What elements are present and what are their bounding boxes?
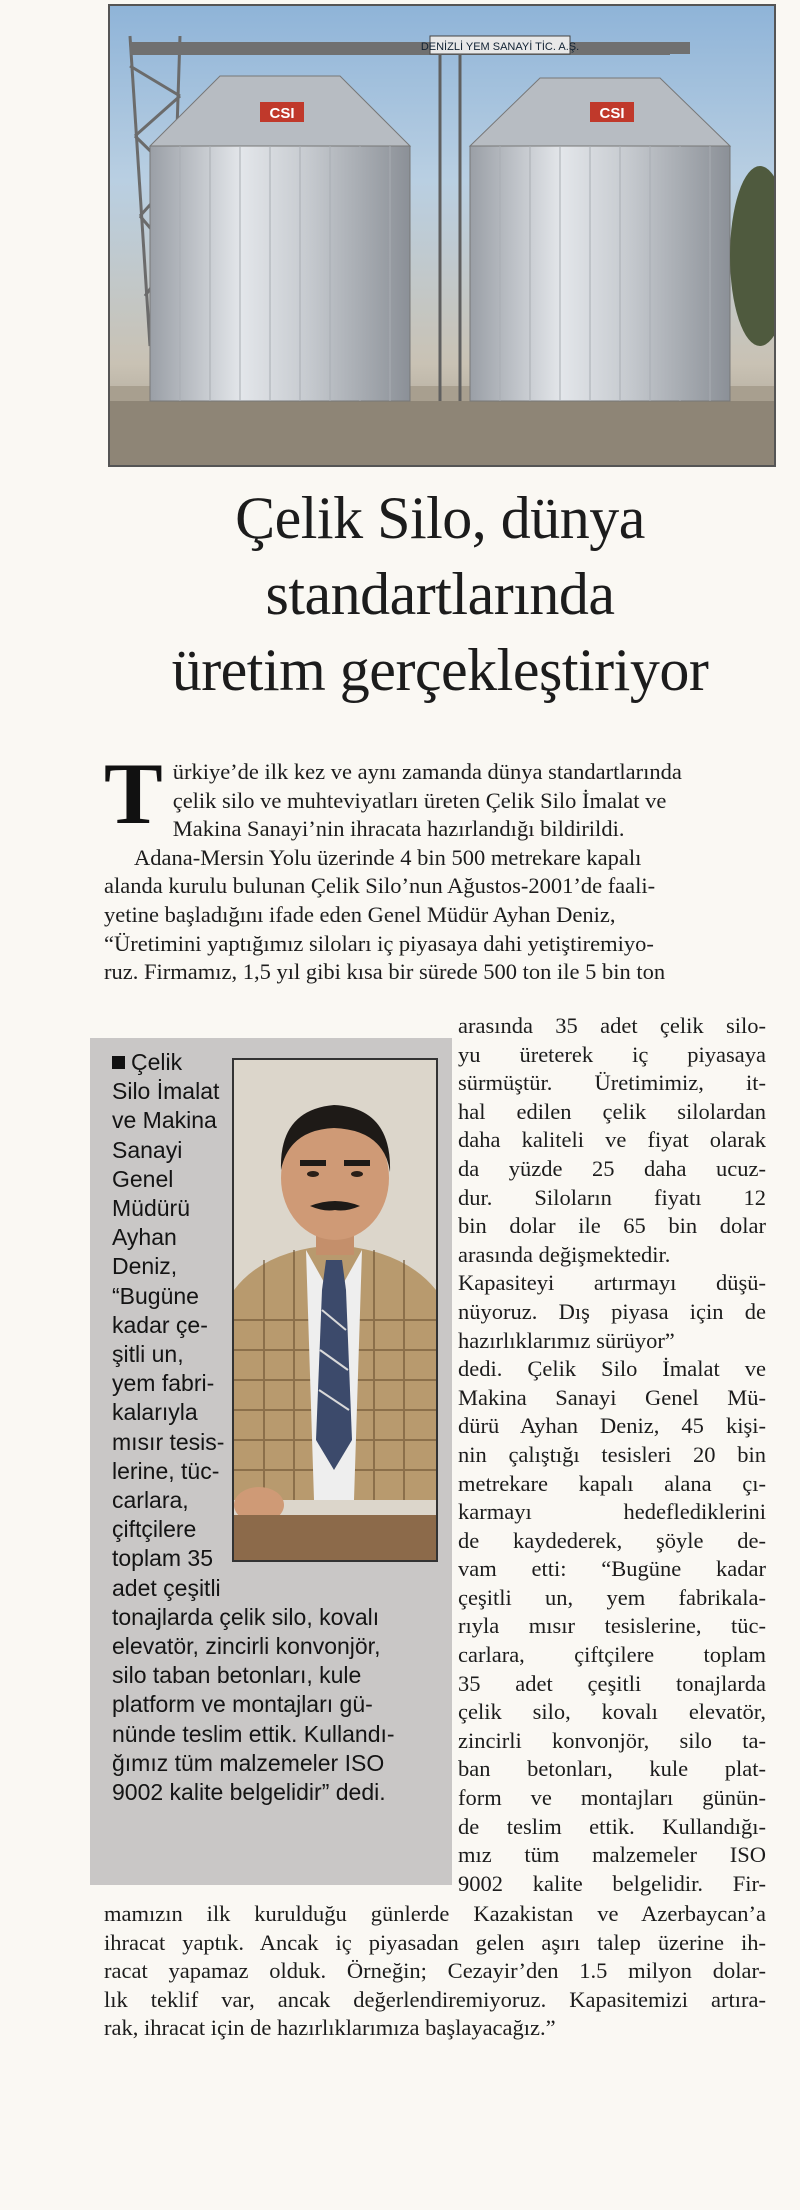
text-line: nüyoruz. Dış piyasa için de [458, 1298, 766, 1324]
text-line: de kaydederek, şöyle de- [458, 1527, 766, 1553]
caption-line: elevatör, zincirli konvonjör, [112, 1633, 381, 1660]
silo-logo-left: CSI [269, 105, 295, 122]
caption-line: silo taban betonları, kule [112, 1662, 362, 1689]
text-line: ihracat yaptık. Ancak iç piyasadan gelen aşırı talep üzerine ih- [104, 1929, 766, 1955]
text-line: 35 adet çeşitli tonajlarda [458, 1670, 766, 1696]
text-line: arasında değişmektedir. [458, 1241, 671, 1267]
text-line: ürkiye’de ilk kez ve aynı zamanda dünya standartlarında [172, 759, 682, 784]
text-line: zincirli konvonjör, silo ta- [458, 1727, 766, 1753]
article-intro [104, 746, 766, 987]
text-line: hazırlıklarımız sürüyor” [458, 1327, 675, 1353]
headline [90, 480, 790, 708]
text-line: arasında 35 adet çelik silo- [458, 1013, 766, 1038]
text-line: lık teklif var, ancak değerlendiremiyoruz. Kapasitemizi artıra- [104, 1986, 766, 2012]
text-line: yetine başladığını ifade eden Genel Müdür Ayhan Deniz, [104, 901, 616, 927]
text-line: vam etti: “Bugüne kadar [458, 1556, 766, 1582]
text-line: mız tüm malzemeler ISO [458, 1842, 766, 1868]
text-line: nin çalıştığı tesisleri 20 bin [458, 1441, 766, 1467]
text-line: Adana-Mersin Yolu üzerinde 4 bin 500 metrekare kapalı [134, 844, 642, 870]
caption-line: Silo İmalat [112, 1078, 220, 1105]
silo-logo-right: CSI [599, 105, 625, 122]
text-line: form ve montajları günün- [458, 1785, 766, 1811]
caption-line: platform ve montajları gü- [112, 1691, 373, 1718]
text-line: metrekare kapalı alana çı- [458, 1470, 766, 1496]
text-line: bin dolar ile 65 bin dolar [458, 1213, 766, 1239]
text-line: Makina Sanayi Genel Mü- [458, 1384, 766, 1410]
text-line: Makina Sanayi’nin ihracata hazırlandığı bildirildi. [172, 816, 625, 842]
caption-line: lerine, tüc- [112, 1457, 220, 1484]
caption-line: nünde teslim ettik. Kullandı- [112, 1720, 395, 1747]
caption-line: kadar çe- [112, 1311, 208, 1338]
text-line: carlara, çiftçilere toplam [458, 1642, 766, 1668]
text-line: çelik silo, kovalı elevatör, [458, 1699, 766, 1725]
caption-line: çiftçilere [112, 1516, 197, 1543]
caption-line [112, 1048, 432, 1077]
caption-line: Genel [112, 1165, 174, 1192]
caption-line: şitli un, [112, 1341, 184, 1368]
text-line: yu üreterek iç piyasaya [458, 1041, 766, 1067]
text-line: da yüzde 25 daha ucuz- [458, 1155, 766, 1181]
headline-line: Çelik Silo, dünya [235, 485, 645, 551]
text-line: racat yapamaz olduk. Örneğin; Cezayir’den 1.5 milyon dolar- [104, 1958, 766, 1984]
text-line: karmayı hedeflediklerini [458, 1499, 766, 1525]
text-line: rak, ihracat için de hazırlıklarımıza başlayacağız.” [104, 2015, 556, 2041]
silo-photo [108, 4, 776, 467]
caption-line: “Bugüne [112, 1282, 199, 1309]
square-bullet-icon [112, 1056, 125, 1069]
caption-line: toplam 35 [112, 1545, 214, 1572]
text-line: ban betonları, kule plat- [458, 1756, 766, 1782]
text-line: sürmüştür. Üretimimiz, it- [458, 1070, 766, 1096]
text-line: Kapasiteyi artırmayı düşü- [458, 1270, 766, 1296]
caption-line: Ayhan [112, 1224, 177, 1251]
caption-line: yem fabri- [112, 1370, 215, 1397]
caption-line: Deniz, [112, 1253, 178, 1280]
caption-line: ğımız tüm malzemeler ISO [112, 1749, 385, 1776]
text-line: 9002 kalite belgelidir. Fir- [458, 1870, 766, 1896]
caption-line: kalarıyla [112, 1399, 198, 1426]
text-line: de teslim ettik. Kullandığı- [458, 1813, 766, 1839]
text-line: hal edilen çelik silolardan [458, 1098, 766, 1124]
photo-sign-text: DENİZLİ YEM SANAYİ TİC. A.Ş. [420, 41, 580, 53]
text-line: dürü Ayhan Deniz, 45 kişi- [458, 1413, 766, 1439]
text-line: rıyla mısır tesislerine, tüc- [458, 1613, 766, 1639]
article-closing [104, 1900, 766, 2043]
text-line: dur. Siloların fiyatı 12 [458, 1184, 766, 1210]
text-line: çelik silo ve muhteviyatları üreten Çelik Silo İmalat ve [172, 787, 667, 813]
caption-line: Sanayi [112, 1136, 183, 1163]
headline-line: üretim gerçekleştiriyor [171, 637, 709, 703]
text-line: alanda kurulu bulunan Çelik Silo’nun Ağustos-2001’de faali- [104, 873, 656, 899]
text-line: daha kaliteli ve fiyat olarak [458, 1127, 766, 1153]
text-line: ruz. Firmamız, 1,5 yıl gibi kısa bir sürede 500 ton ile 5 bin ton [104, 959, 666, 985]
caption-line: mısır tesis- [112, 1428, 225, 1455]
caption-line: Müdürü [112, 1195, 190, 1222]
caption-line: ve Makina [112, 1107, 217, 1134]
drop-cap: T [104, 746, 163, 843]
caption-line: 9002 kalite belgelidir” dedi. [112, 1779, 386, 1806]
headline-line: standartlarında [265, 561, 615, 627]
text-line: “Üretimini yaptığımız siloları iç piyasaya dahi yetiştiremiyo- [104, 930, 654, 956]
caption-line: carlara, [112, 1487, 189, 1514]
text-line: mamızın ilk kurulduğu günlerde Kazakistan ve Azerbaycan’a [104, 1901, 766, 1926]
caption-line-text: Çelik [131, 1049, 183, 1075]
article-right-column [458, 1012, 766, 1898]
caption-line: tonajlarda çelik silo, kovalı [112, 1603, 380, 1630]
photo-caption [112, 1048, 432, 1807]
caption-line: adet çeşitli [112, 1574, 221, 1601]
text-line: dedi. Çelik Silo İmalat ve [458, 1356, 766, 1382]
text-line: çeşitli un, yem fabrikala- [458, 1584, 766, 1610]
